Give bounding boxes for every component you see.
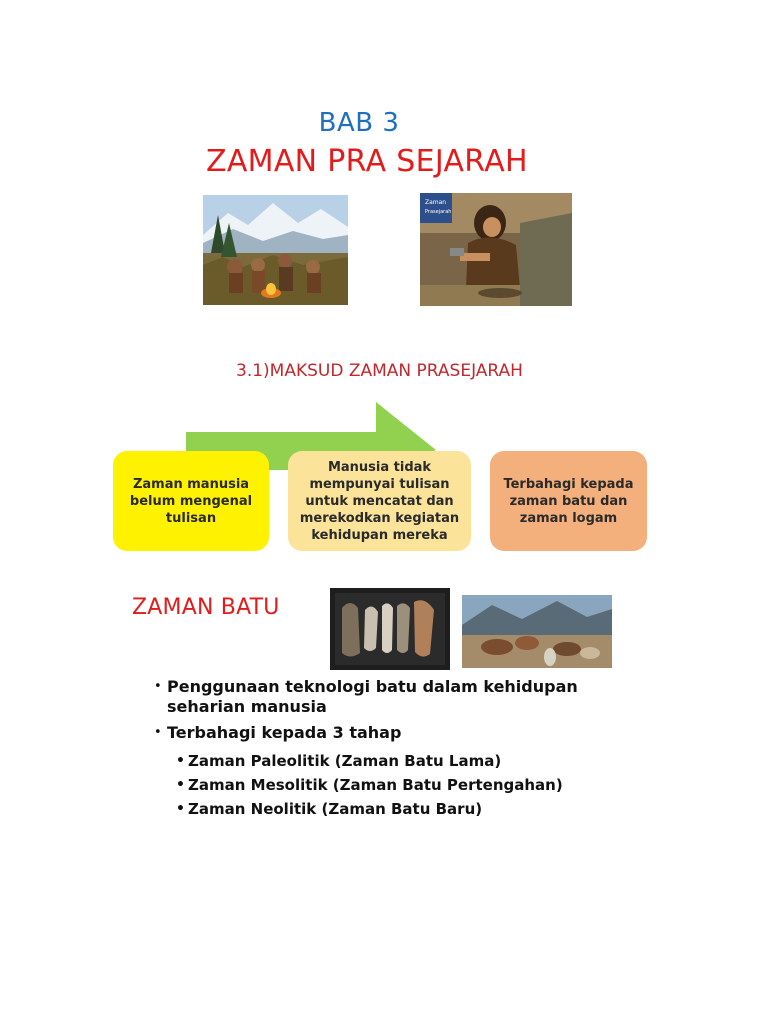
stone-age-scene-photo bbox=[462, 595, 612, 668]
sub-bullet-item: • Zaman Mesolitik (Zaman Batu Pertengahan) bbox=[154, 773, 624, 797]
chapter-label: BAB 3 bbox=[318, 108, 400, 138]
definition-box-3: Terbahagi kepada zaman batu dan zaman logam bbox=[490, 451, 647, 551]
bullet-item: • Terbahagi kepada 3 tahap bbox=[154, 723, 624, 743]
sub-bullet-item: • Zaman Paleolitik (Zaman Batu Lama) bbox=[154, 749, 624, 773]
zaman-batu-heading: ZAMAN BATU bbox=[132, 595, 280, 620]
book-cover-caption-2: Prasejarah bbox=[425, 209, 452, 215]
book-cover-caveman-photo bbox=[420, 193, 572, 306]
definition-box-2: Manusia tidak mempunyai tulisan untuk mencatat dan merekodkan kegiatan kehidupan mereka bbox=[288, 451, 471, 551]
page-title: ZAMAN PRA SEJARAH bbox=[206, 144, 528, 179]
section-heading: 3.1)MAKSUD ZAMAN PRASEJARAH bbox=[236, 361, 523, 381]
bullet-item: • Penggunaan teknologi batu dalam kehidupan seharian manusia bbox=[154, 677, 624, 717]
book-cover-caption-1: Zaman bbox=[425, 199, 447, 206]
sub-bullet-item: • Zaman Neolitik (Zaman Batu Baru) bbox=[154, 797, 624, 821]
definition-box-1: Zaman manusia belum mengenal tulisan bbox=[113, 451, 269, 551]
zaman-batu-bullets bbox=[154, 677, 624, 821]
stone-tools-photo bbox=[330, 588, 450, 670]
prehistoric-people-photo bbox=[203, 195, 348, 305]
